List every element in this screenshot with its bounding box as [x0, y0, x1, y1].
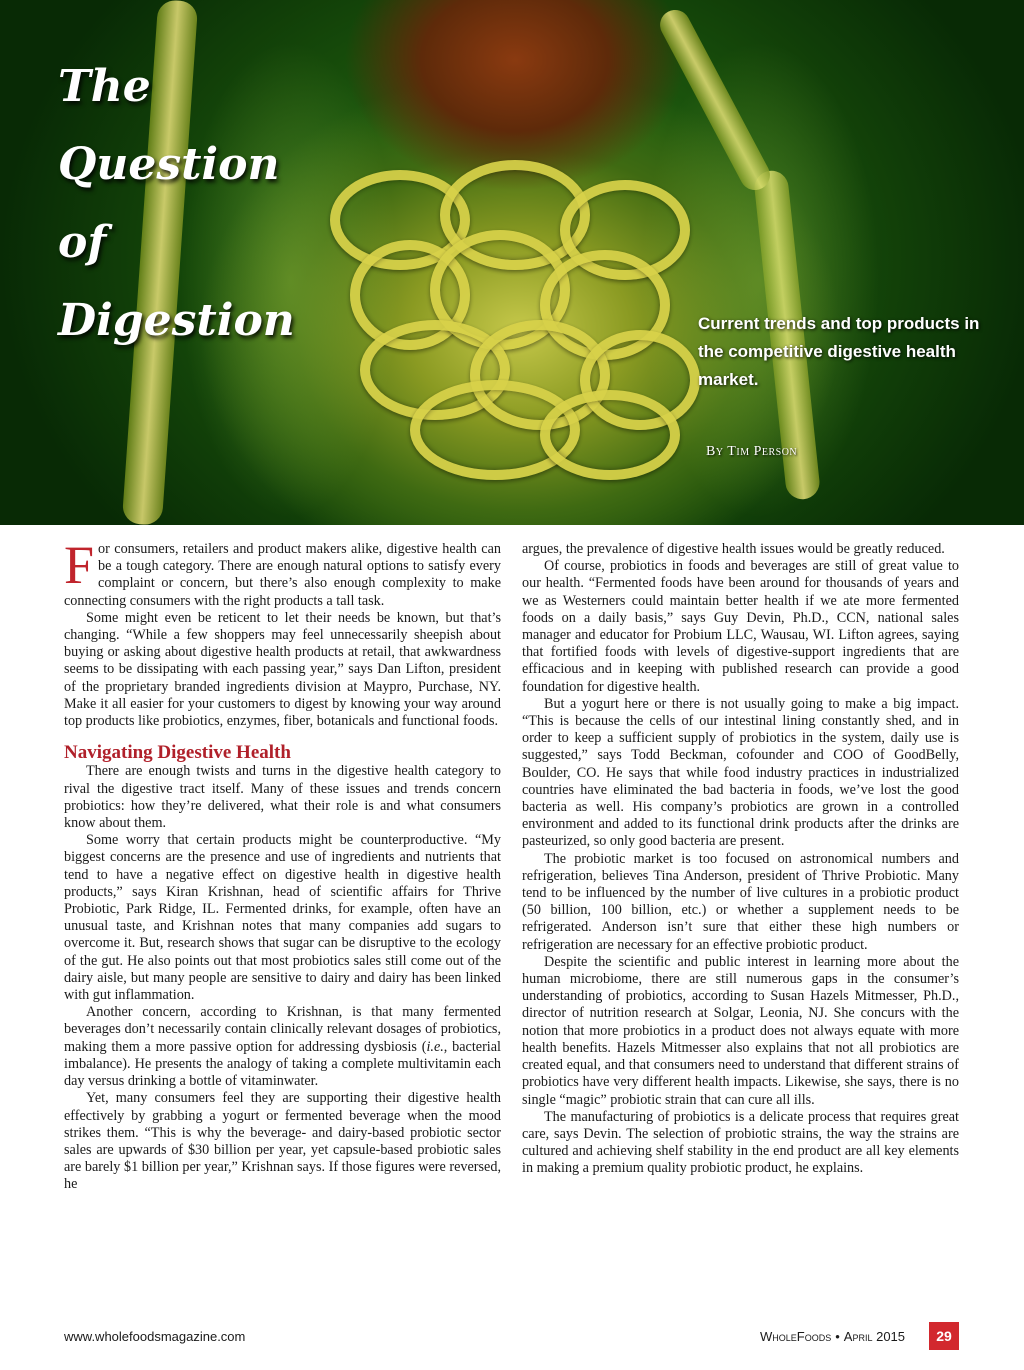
paragraph: argues, the prevalence of digestive health issues would be greatly reduced. — [522, 541, 945, 557]
paragraph: Some worry that certain products might be counterproductive. “My biggest concerns are the presence and use of ingredients and nutrients that tend to have a negative effect on digestive health in digestive health products,” says Kiran Krishnan, head of scientific affairs for Thrive Probiotic, Park Ridge, IL. Fermented drinks, for example, often have an unusual taste, and Krishnan notes that many companies add sugars to overcome it. But, research shows that sugar can be disruptive to the ecology of the gut. He also points out that most probiotics sales still come out of the dairy aisle, but many people are sensitive to dairy and dairy has been linked with gut inflammation. — [64, 832, 501, 1004]
article-title — [58, 48, 295, 360]
article-column-right — [522, 541, 959, 1178]
title-line: of — [58, 217, 107, 268]
paragraph: Of course, probiotics in foods and beverages are still of great value to our health. “Fermented foods have been around for thousands of years and we as Westerners could maintain better health if we ate more fermented foods on a daily basis,” says Guy Devin, Ph.D., CCN, national sales manager and educator for Probium LLC, Wausau, WI. Lifton agrees, saying that fortified foods with levels of digestive-support ingredients that are efficacious and in keeping with published research can provide a good foundation for digestive health. — [522, 558, 959, 695]
magazine-name: WholeFoods — [760, 1329, 832, 1344]
issue-date: April 2015 — [843, 1329, 906, 1344]
footer-website[interactable]: www.wholefoodsmagazine.com — [64, 1329, 246, 1344]
separator: • — [835, 1329, 840, 1344]
paragraph: Yet, many consumers feel they are supporting their digestive health effectively by grabbing a yogurt or fermented beverage when the mood strikes them. “This is why the beverage- and dairy-based probiotic sector sales are upwards of $30 billion per year, yet capsule-based probiotic sales are barely $1 billion per year,” Krishnan says. If those figures were reversed, he — [64, 1090, 501, 1193]
page-number: 29 — [929, 1322, 959, 1350]
title-line: The — [58, 61, 151, 112]
paragraph: There are enough twists and turns in the digestive health category to rival the digestive tract itself. Many of these issues and trends concern probiotics: how they’re delivered, what their role is and what consumers know about them. — [64, 763, 501, 832]
paragraph: But a yogurt here or there is not usually going to make a big impact. “This is because the cells of our intestinal lining constantly shed, and in order to keep a sufficient supply of probiotics in the system, daily use is suggested,” says Todd Beckman, cofounder and COO of GoodBelly, Boulder, CO. He says that while food industry practices in industrialized countries have eliminated the bad bacteria in foods, we’ve lost the good bacteria as well. His company’s probiotics are grown in a controlled environment and added to its functional drink products after the drinks are pasteurized, so only good bacteria are present. — [522, 695, 959, 850]
drop-cap: F — [64, 535, 95, 595]
paragraph — [64, 1004, 501, 1090]
paragraph-text: or consumers, retailers and product makers alike, digestive health can be a tough category. There are enough natural options to satisfy every complaint or concern, but there’s also enough complexity to make connecting consumers with the right products a tall task. — [64, 541, 501, 609]
paragraph: The manufacturing of probiotics is a delicate process that requires great care, says Devin. The selection of probiotic strains, the way the strains are cultured and achieving shelf stability in the end product are all key elements in making a premium quality probiotic product, he explains. — [522, 1108, 959, 1177]
byline: By Tim Person — [706, 444, 798, 459]
title-line: Question — [58, 139, 280, 190]
section-heading: Navigating Digestive Health — [64, 742, 291, 764]
paragraph: The probiotic market is too focused on astronomical numbers and refrigeration, believes Tina Anderson, president of Thrive Probiotic. Many tend to be influenced by the number of live cultures in a probiotic product (50 billion, 100 billion, etc.) or whether a supplement needs to be refrigerated. Anderson isn’t sure that either these high numbers or refrigeration are necessary for an effective probiotic product. — [522, 850, 959, 953]
title-line: Digestion — [58, 295, 295, 346]
article-column-left — [64, 535, 501, 1194]
hero-illustration — [0, 0, 1024, 525]
paragraph-text: Another concern, according to Krishnan, is that many fermented beverages don’t necessarily contain clinically relevant dosages of probiotics, making them a more passive option for addressing dysbiosis ( — [64, 1004, 501, 1055]
article-deck: Current trends and top products in the competitive digestive health market. — [698, 314, 980, 389]
footer-issue — [760, 1329, 905, 1344]
opening-paragraph — [64, 535, 501, 610]
paragraph-text: , bacterial imbalance). He presents the analogy of taking a complete multivitamin each day versus drinking a bottle of vitaminwater. — [64, 1038, 501, 1090]
paragraph: Some might even be reticent to let their needs be known, but that’s changing. “While a few shoppers may feel unnecessarily sheepish about buying or asking about digestive health products at retail, that awkwardness seems to be dissipating with each passing year,” says Dan Lifton, president of the proprietary branded ingredients division at Maypro, Purchase, NY. Make it all easier for your customers to digest by knowing your way around top products like probiotics, enzymes, fiber, botanicals and functional foods. — [64, 609, 501, 730]
paragraph: Despite the scientific and public interest in learning more about the human microbiome, there are still numerous gaps in the consumer’s understanding of probiotics, according to Susan Hazels Mitmesser, Ph.D., director of nutrition research at Solgar, Leonia, NJ. She concurs with the notion that more probiotics in a product does not always equate with more health benefits. Hazels Mitmesser also explains that not all probiotics are created equal, and that consumers need to understand that different strains of probiotics have very different health impacts. Likewise, she says, there is no single “magic” probiotic strain that can cure all ills. — [522, 953, 959, 1108]
italic-abbrev: i.e. — [426, 1038, 444, 1055]
